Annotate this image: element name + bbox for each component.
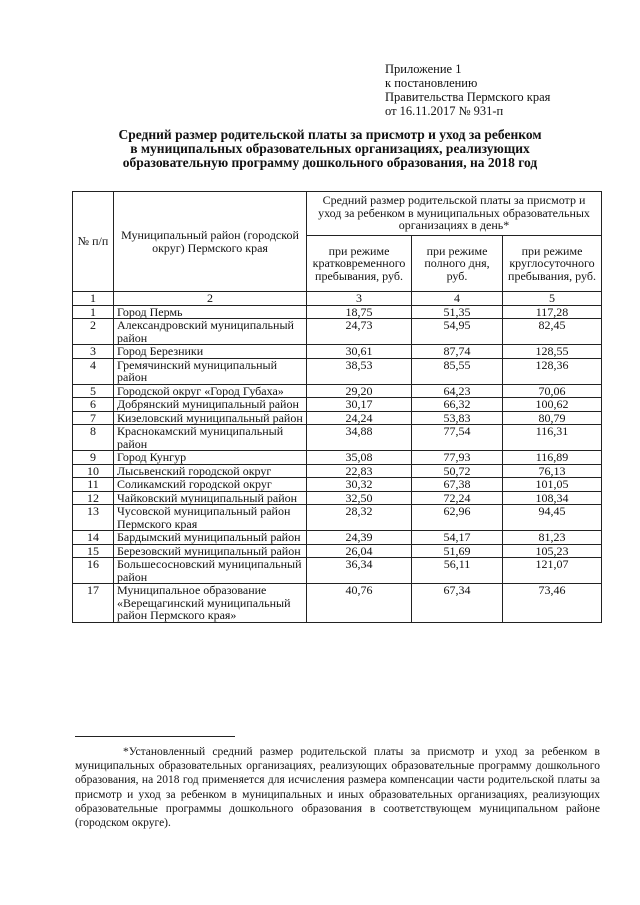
title-line-1: Средний размер родительской платы за присмотр и уход за ребенком xyxy=(118,127,542,142)
table-row xyxy=(73,358,602,384)
header-full: при режиме полного дня, руб. xyxy=(412,236,503,292)
row-round-cell: 117,28 xyxy=(503,305,602,319)
row-name-cell: Город Березники xyxy=(114,345,307,359)
row-num-cell: 8 xyxy=(73,425,114,451)
index-cell: 4 xyxy=(412,292,503,306)
row-short-cell: 36,34 xyxy=(307,558,412,584)
table-row xyxy=(73,464,602,478)
row-full-cell: 77,54 xyxy=(412,425,503,451)
index-row xyxy=(73,292,602,306)
row-full-cell: 85,55 xyxy=(412,358,503,384)
row-full-cell: 54,95 xyxy=(412,319,503,345)
appendix-line-2: к постановлению xyxy=(385,76,478,90)
row-short-cell: 38,53 xyxy=(307,358,412,384)
row-short-cell: 35,08 xyxy=(307,451,412,465)
appendix-line-1: Приложение 1 xyxy=(385,62,462,76)
row-full-cell: 64,23 xyxy=(412,384,503,398)
row-round-cell: 116,31 xyxy=(503,425,602,451)
row-full-cell: 50,72 xyxy=(412,464,503,478)
header-num: № п/п xyxy=(73,192,114,292)
row-round-cell: 82,45 xyxy=(503,319,602,345)
index-cell: 1 xyxy=(73,292,114,306)
row-full-cell: 51,35 xyxy=(412,305,503,319)
row-name-cell: Город Пермь xyxy=(114,305,307,319)
row-name-cell: Краснокамский муниципальный район xyxy=(114,425,307,451)
row-num-cell: 4 xyxy=(73,358,114,384)
table-row xyxy=(73,558,602,584)
table-row xyxy=(73,345,602,359)
table-row xyxy=(73,544,602,558)
row-name-cell: Гремячинский муниципальный район xyxy=(114,358,307,384)
title-line-2: в муниципальных образовательных организациях, реализующих xyxy=(130,141,530,156)
index-cell: 5 xyxy=(503,292,602,306)
header-group: Средний размер родительской платы за присмотр и уход за ребенком в муниципальных образовательных организациях в день* xyxy=(307,192,602,236)
row-short-cell: 24,39 xyxy=(307,531,412,545)
table-row xyxy=(73,505,602,531)
row-num-cell: 13 xyxy=(73,505,114,531)
header-name: Муниципальный район (городской округ) Пермского края xyxy=(114,192,307,292)
row-full-cell: 66,32 xyxy=(412,398,503,412)
table-row xyxy=(73,584,602,623)
row-name-cell: Бардымский муниципальный район xyxy=(114,531,307,545)
row-round-cell: 101,05 xyxy=(503,478,602,492)
table-row xyxy=(73,305,602,319)
row-short-cell: 29,20 xyxy=(307,384,412,398)
row-num-cell: 12 xyxy=(73,491,114,505)
footnote: *Установленный средний размер родительской платы за присмотр и уход за ребенком в муниципальных образовательных организациях, реализующих образовательные программу дошкольного образования, на 2018 год применяется для исчисления размера компенсации части родительской платы за присмотр и уход за ребенком в муниципальных и иных образовательных организациях, реализующих образовательные программы дошкольного образования в соответствующем муниципальном районе (городском округе). xyxy=(75,746,600,830)
row-round-cell: 116,89 xyxy=(503,451,602,465)
row-round-cell: 100,62 xyxy=(503,398,602,412)
row-full-cell: 72,24 xyxy=(412,491,503,505)
table-row xyxy=(73,398,602,412)
row-short-cell: 26,04 xyxy=(307,544,412,558)
header-round: при режиме круглосуточного пребывания, руб. xyxy=(503,236,602,292)
appendix-line-3: Правительства Пермского края xyxy=(385,90,551,104)
row-short-cell: 32,50 xyxy=(307,491,412,505)
table-row xyxy=(73,319,602,345)
row-name-cell: Березовский муниципальный район xyxy=(114,544,307,558)
row-num-cell: 7 xyxy=(73,411,114,425)
row-num-cell: 3 xyxy=(73,345,114,359)
row-short-cell: 30,61 xyxy=(307,345,412,359)
row-round-cell: 76,13 xyxy=(503,464,602,478)
row-full-cell: 56,11 xyxy=(412,558,503,584)
row-short-cell: 18,75 xyxy=(307,305,412,319)
row-name-cell: Соликамский городской округ xyxy=(114,478,307,492)
row-short-cell: 30,32 xyxy=(307,478,412,492)
row-name-cell: Добрянский муниципальный район xyxy=(114,398,307,412)
row-short-cell: 40,76 xyxy=(307,584,412,623)
table-row xyxy=(73,478,602,492)
table-row xyxy=(73,491,602,505)
appendix-line-4: от 16.11.2017 № 931-п xyxy=(385,104,504,118)
header-short: при режиме кратковременного пребывания, руб. xyxy=(307,236,412,292)
row-num-cell: 14 xyxy=(73,531,114,545)
row-short-cell: 24,73 xyxy=(307,319,412,345)
row-round-cell: 108,34 xyxy=(503,491,602,505)
row-num-cell: 1 xyxy=(73,305,114,319)
row-num-cell: 17 xyxy=(73,584,114,623)
document-title xyxy=(60,128,600,170)
row-num-cell: 16 xyxy=(73,558,114,584)
row-num-cell: 11 xyxy=(73,478,114,492)
row-short-cell: 24,24 xyxy=(307,411,412,425)
footnote-rule xyxy=(75,736,235,737)
row-num-cell: 5 xyxy=(73,384,114,398)
row-round-cell: 105,23 xyxy=(503,544,602,558)
row-short-cell: 22,83 xyxy=(307,464,412,478)
table-row xyxy=(73,425,602,451)
table-row xyxy=(73,384,602,398)
row-short-cell: 30,17 xyxy=(307,398,412,412)
row-full-cell: 53,83 xyxy=(412,411,503,425)
row-name-cell: Кизеловский муниципальный район xyxy=(114,411,307,425)
index-cell: 3 xyxy=(307,292,412,306)
row-round-cell: 121,07 xyxy=(503,558,602,584)
row-name-cell: Большесосновский муниципальный район xyxy=(114,558,307,584)
table-row xyxy=(73,451,602,465)
row-name-cell: Чайковский муниципальный район xyxy=(114,491,307,505)
row-short-cell: 28,32 xyxy=(307,505,412,531)
fees-table xyxy=(72,191,602,623)
row-short-cell: 34,88 xyxy=(307,425,412,451)
row-name-cell: Муниципальное образование «Верещагинский муниципальный район Пермского края» xyxy=(114,584,307,623)
index-cell: 2 xyxy=(114,292,307,306)
row-round-cell: 70,06 xyxy=(503,384,602,398)
row-num-cell: 9 xyxy=(73,451,114,465)
row-name-cell: Александровский муниципальный район xyxy=(114,319,307,345)
table-row xyxy=(73,531,602,545)
row-full-cell: 67,38 xyxy=(412,478,503,492)
row-full-cell: 62,96 xyxy=(412,505,503,531)
row-full-cell: 54,17 xyxy=(412,531,503,545)
row-num-cell: 10 xyxy=(73,464,114,478)
row-round-cell: 128,36 xyxy=(503,358,602,384)
appendix-block xyxy=(385,62,625,118)
row-round-cell: 128,55 xyxy=(503,345,602,359)
row-name-cell: Городской округ «Город Губаха» xyxy=(114,384,307,398)
row-full-cell: 51,69 xyxy=(412,544,503,558)
row-full-cell: 87,74 xyxy=(412,345,503,359)
table-row xyxy=(73,411,602,425)
row-num-cell: 6 xyxy=(73,398,114,412)
row-full-cell: 67,34 xyxy=(412,584,503,623)
title-line-3: образовательную программу дошкольного образования, на 2018 год xyxy=(122,155,538,170)
row-name-cell: Чусовской муниципальный район Пермского края xyxy=(114,505,307,531)
row-name-cell: Лысьвенский городской округ xyxy=(114,464,307,478)
row-num-cell: 2 xyxy=(73,319,114,345)
row-num-cell: 15 xyxy=(73,544,114,558)
row-round-cell: 81,23 xyxy=(503,531,602,545)
row-round-cell: 80,79 xyxy=(503,411,602,425)
row-round-cell: 94,45 xyxy=(503,505,602,531)
row-round-cell: 73,46 xyxy=(503,584,602,623)
row-name-cell: Город Кунгур xyxy=(114,451,307,465)
row-full-cell: 77,93 xyxy=(412,451,503,465)
